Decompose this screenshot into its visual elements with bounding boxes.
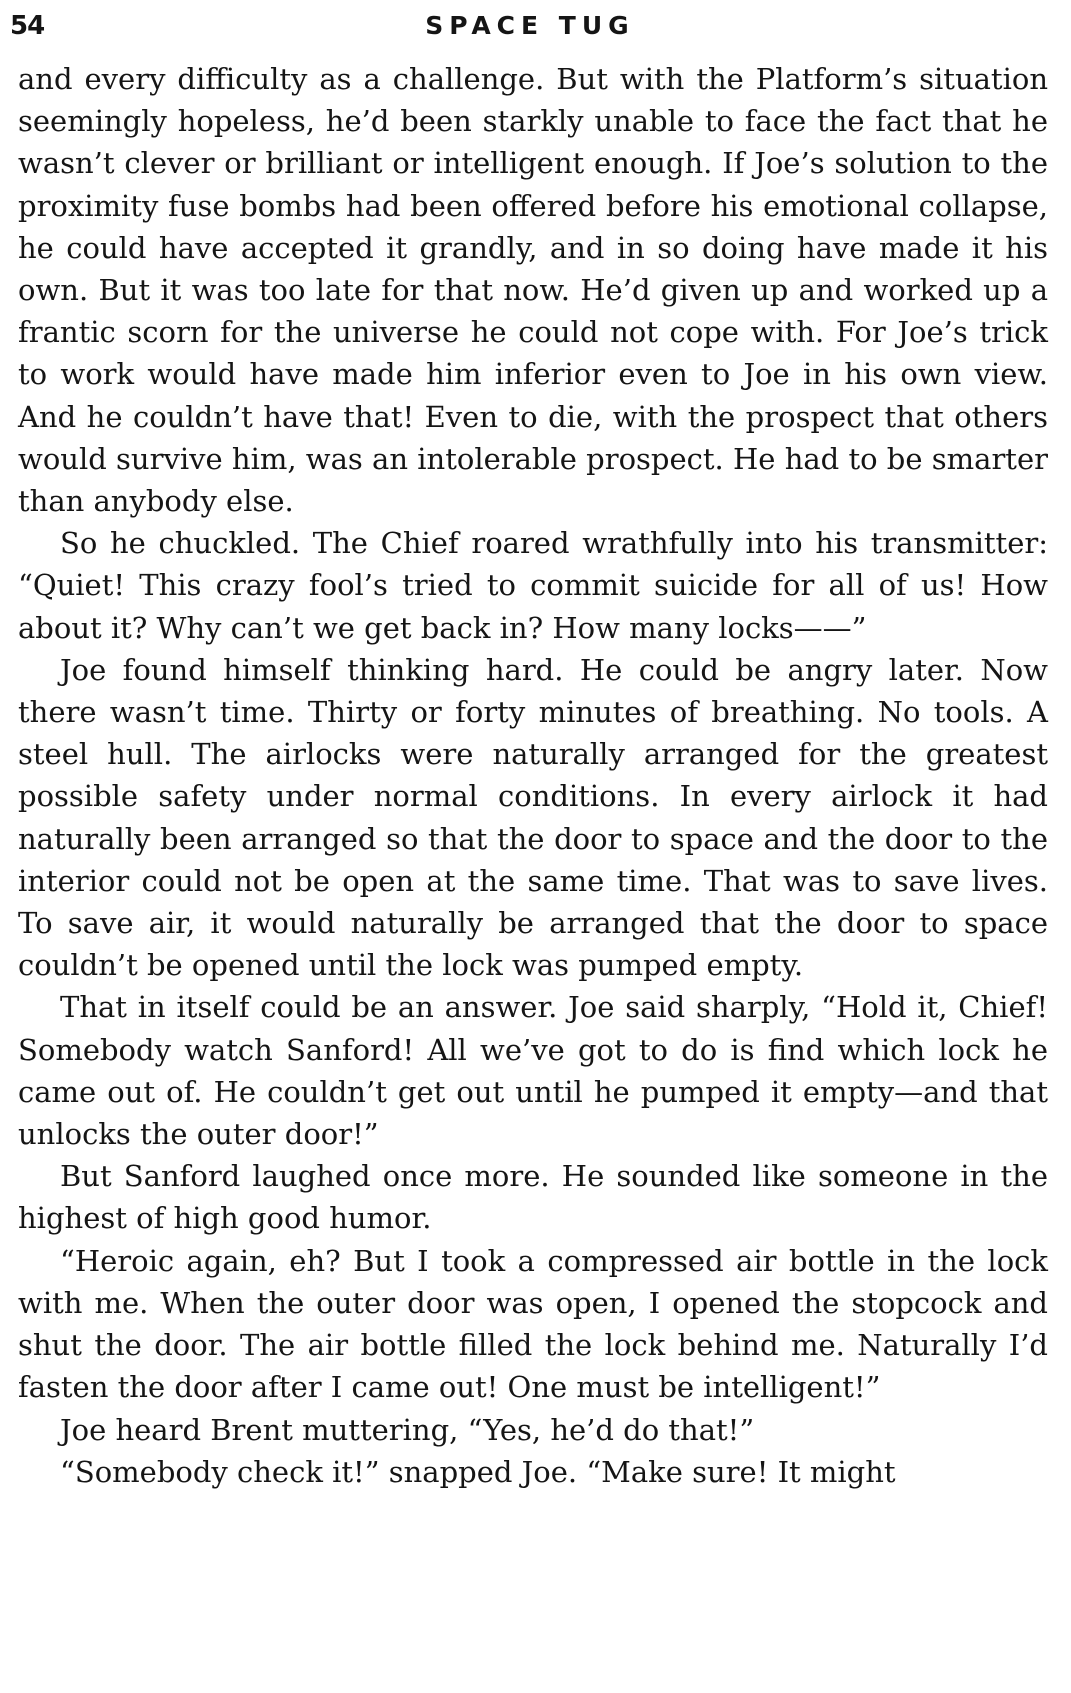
paragraph: “Heroic again, eh? But I took a compressed air bottle in the lock with me. When the outer door was open, I opened the stopcock and shut the door. The air bottle filled the lock behind me. Naturally I’d fasten the door after I came out! One must be intelligent!” <box>18 1243 1048 1405</box>
paragraph: That in itself could be an answer. Joe said sharply, “Hold it, Chief! Somebody watch Sanford! All we’ve got to do is find which lock he came out of. He couldn’t get out until he pumped it empty—and that unlocks the outer door!” <box>18 990 1048 1152</box>
paragraph: and every difficulty as a challenge. But with the Platform’s situation seemingly hopeless, he’d been starkly unable to face the fact that he wasn’t clever or brilliant or intelligent enough. If Joe’s solution to the proximity fuse bombs had been offered before his emotional collapse, he could have accepted it grandly, and in so doing have made it his own. But it was too late for that now. He’d given up and worked up a frantic scorn for the universe he could not cope with. For Joe’s trick to work would have made him inferior even to Joe in his own view. And he couldn’t have that! Even to die, with the prospect that others would survive him, was an intolerable prospect. He had to be smarter than anybody else. <box>18 62 1048 519</box>
page-number: 54 <box>10 11 45 41</box>
paragraph: But Sanford laughed once more. He sounded like someone in the highest of high good humor. <box>18 1159 1048 1236</box>
paragraph: Joe found himself thinking hard. He could be angry later. Now there wasn’t time. Thirty or forty minutes of breathing. No tools. A steel hull. The airlocks were naturally arranged for the greatest possible safety under normal conditions. In every airlock it had naturally been arranged so that the door to space and the door to the interior could not be open at the same time. That was to save lives. To save air, it would naturally be arranged that the door to space couldn’t be opened until the lock was pumped empty. <box>18 652 1048 983</box>
paragraph: So he chuckled. The Chief roared wrathfully into his transmitter: “Quiet! This crazy fool’s tried to commit suicide for all of us! How about it? Why can’t we get back in? How many locks——” <box>18 526 1048 645</box>
paragraph: “Somebody check it!” snapped Joe. “Make sure! It might <box>60 1454 896 1489</box>
paragraph: Joe heard Brent muttering, “Yes, he’d do that!” <box>60 1412 755 1447</box>
running-title: SPACE TUG <box>425 11 635 40</box>
page-header <box>10 6 1050 46</box>
body-text <box>18 58 1048 1493</box>
